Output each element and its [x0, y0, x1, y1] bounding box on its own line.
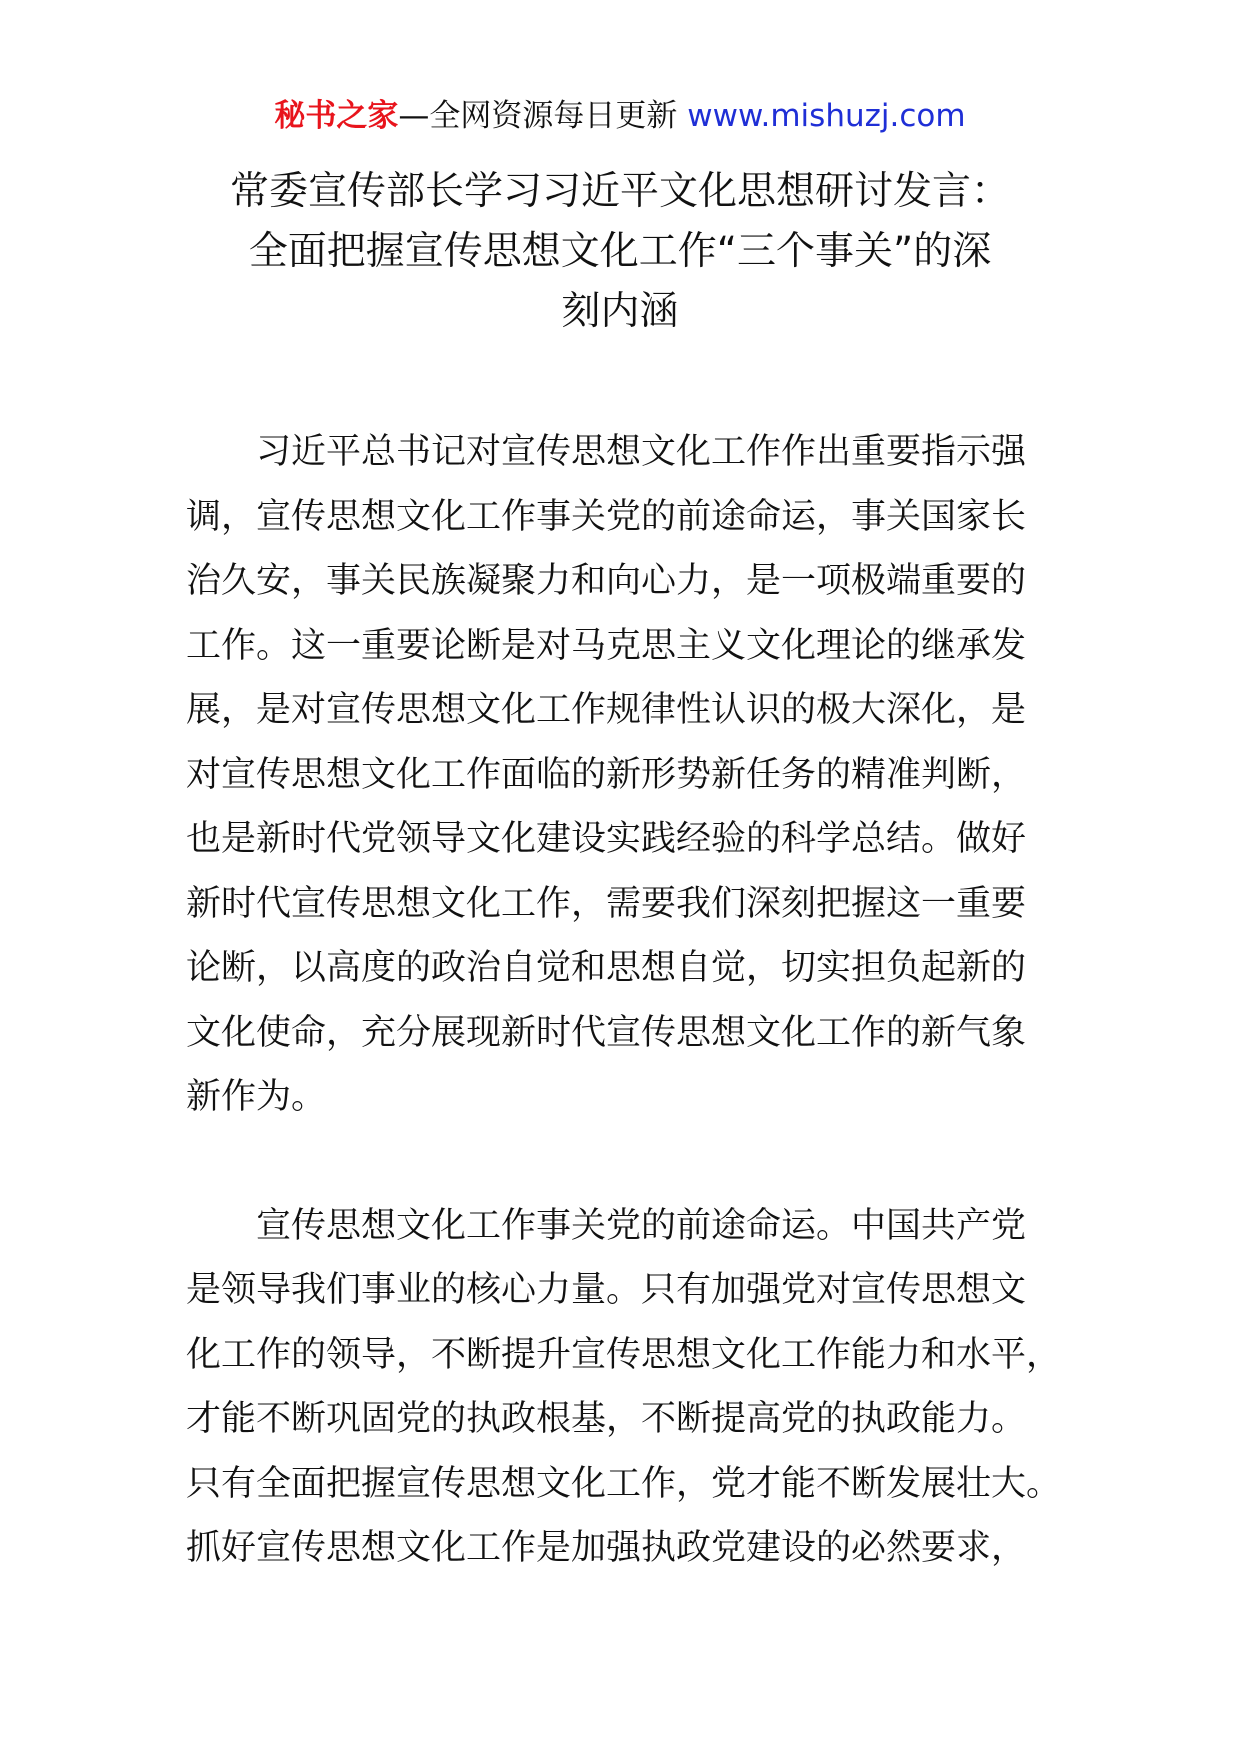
text-line: 文化使命，充分展现新时代宣传思想文化工作的新气象: [186, 1012, 1027, 1053]
text-line: 新作为。: [186, 1077, 327, 1117]
site-url-link[interactable]: www.mishuzj.com: [687, 98, 966, 134]
text-line: 也是新时代党领导文化建设实践经验的科学总结。做好: [186, 819, 1027, 859]
text-line: 治久安，事关民族凝聚力和向心力，是一项极端重要的: [186, 561, 1027, 601]
text-line: 习近平总书记对宣传思想文化工作作出重要指示强: [186, 432, 1027, 472]
text-line: 化工作的领导，不断提升宣传思想文化工作能力和水平，: [186, 1334, 1062, 1375]
text-line: 展，是对宣传思想文化工作规律性认识的极大深化，是: [186, 690, 1027, 730]
text-line: 只有全面把握宣传思想文化工作，党才能不断发展壮大。: [186, 1463, 1062, 1504]
site-header: [0, 96, 1240, 136]
title-line: 刻内涵: [561, 289, 679, 334]
title-line: 全面把握宣传思想文化工作“三个事关”的深: [248, 229, 992, 274]
paragraph: [186, 420, 1066, 1130]
text-line: 工作。这一重要论断是对马克思主义文化理论的继承发: [186, 625, 1027, 666]
text-line: 调，宣传思想文化工作事关党的前途命运，事关国家长: [186, 496, 1027, 537]
site-tagline: —全网资源每日更新: [398, 98, 688, 134]
text-line: 是领导我们事业的核心力量。只有加强党对宣传思想文: [186, 1270, 1027, 1310]
text-line: 宣传思想文化工作事关党的前途命运。中国共产党: [186, 1205, 1027, 1246]
document-title: [170, 162, 1070, 342]
paragraph: [186, 1194, 1066, 1581]
text-line: 对宣传思想文化工作面临的新形势新任务的精准判断，: [186, 754, 1027, 795]
site-brand: 秘书之家: [274, 98, 399, 134]
title-line: 常委宣传部长学习习近平文化思想研讨发言：: [229, 169, 1010, 214]
text-line: 抓好宣传思想文化工作是加强执政党建设的必然要求，: [186, 1528, 1027, 1568]
document-body: [186, 420, 1066, 1581]
text-line: 新时代宣传思想文化工作，需要我们深刻把握这一重要: [186, 883, 1027, 924]
text-line: 论断，以高度的政治自觉和思想自觉，切实担负起新的: [186, 948, 1027, 988]
text-line: 才能不断巩固党的执政根基，不断提高党的执政能力。: [186, 1399, 1027, 1439]
